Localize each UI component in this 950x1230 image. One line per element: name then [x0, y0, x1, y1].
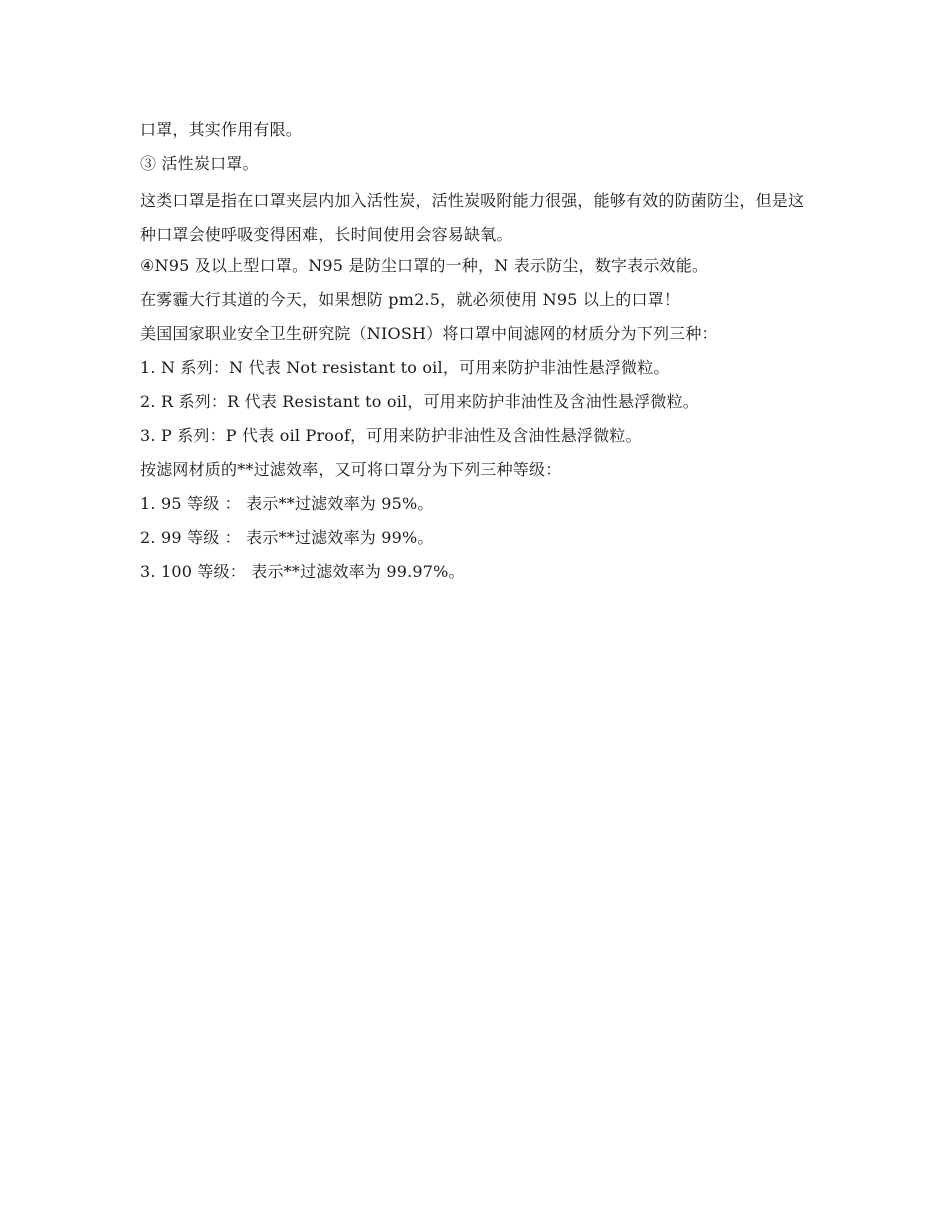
paragraph-line: 口罩，其实作用有限。 [140, 120, 303, 139]
list-item: 2. 99 等级 ： 表示**过滤效率为 99%。 [140, 528, 434, 547]
paragraph-text: 这类口罩是指在口罩夹层内加入活性炭，活性炭吸附能力很强，能够有效的防菌防尘，但是这种口罩会使呼吸变得困难，长时间使用会容易缺氧。 [140, 191, 805, 244]
list-item: 3. P 系列：P 代表 oil Proof，可用来防护非油性及含油性悬浮微粒。 [140, 426, 642, 445]
paragraph-line: 美国国家职业安全卫生研究院（NIOSH）将口罩中间滤网的材质分为下列三种： [140, 324, 718, 343]
paragraph-heading: ③ 活性炭口罩。 [140, 154, 259, 173]
paragraph-line: 按滤网材质的**过滤效率，又可将口罩分为下列三种等级： [140, 460, 562, 479]
paragraph-heading: ④N95 及以上型口罩。N95 是防尘口罩的一种，N 表示防尘，数字表示效能。 [140, 256, 709, 275]
list-item: 2. R 系列：R 代表 Resistant to oil，可用来防护非油性及含油性悬浮微粒。 [140, 392, 699, 411]
list-item: 3. 100 等级： 表示**过滤效率为 99.97%。 [140, 562, 465, 581]
document-body [140, 116, 820, 592]
list-item: 1. 95 等级 ： 表示**过滤效率为 95%。 [140, 494, 434, 513]
list-item: 1. N 系列：N 代表 Not resistant to oil，可用来防护非油性悬浮微粒。 [140, 358, 670, 377]
paragraph-line: 在雾霾大行其道的今天，如果想防 pm2.5，就必须使用 N95 以上的口罩！ [140, 290, 681, 309]
